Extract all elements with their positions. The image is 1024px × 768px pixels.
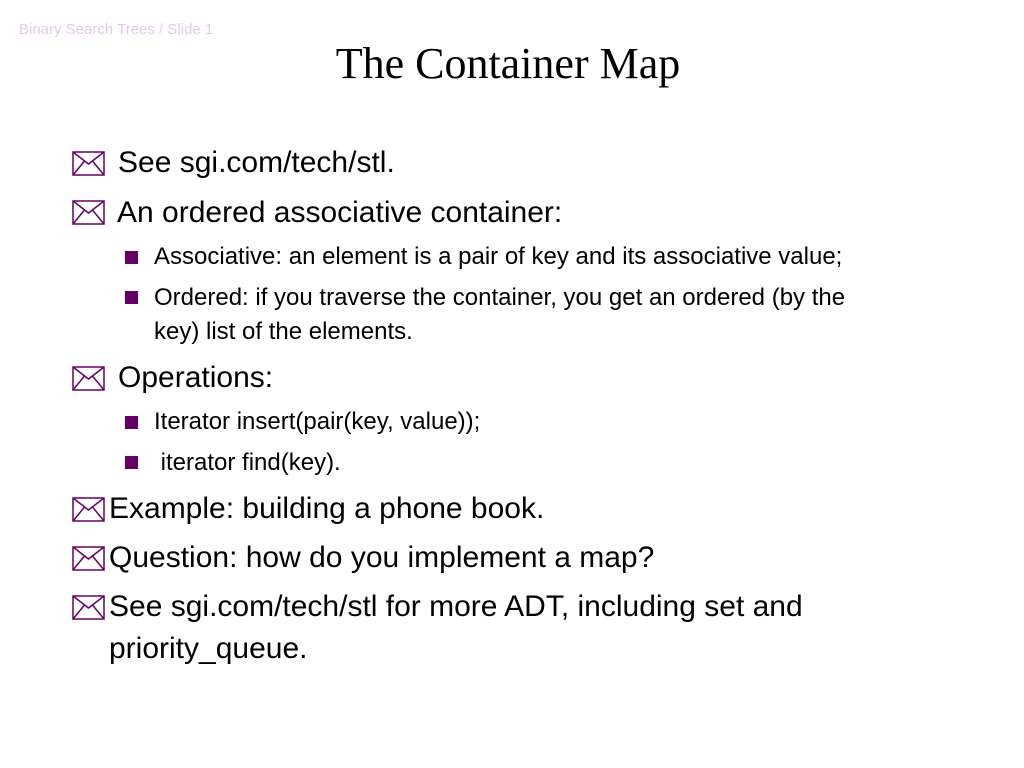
list-item-text: See sgi.com/tech/stl for more ADT, including set and	[109, 590, 803, 623]
list-item-text: Question: how do you implement a map?	[109, 541, 655, 574]
list-item-text-continued: priority_queue.	[109, 632, 308, 665]
square-bullet-icon	[125, 416, 138, 429]
list-item-text: Operations:	[118, 361, 274, 394]
list-item-text: iterator find(key).	[154, 449, 341, 476]
list-item-text: See sgi.com/tech/stl.	[118, 146, 395, 179]
list-item-text: An ordered associative container:	[117, 196, 563, 229]
slide-title: The Container Map	[335, 39, 681, 88]
envelope-icon	[72, 151, 105, 176]
envelope-icon	[72, 497, 105, 522]
envelope-icon	[72, 546, 105, 571]
list-item-text: Ordered: if you traverse the container, you get an ordered (by the	[154, 284, 846, 311]
list-item-text: Associative: an element is a pair of key and its associative value;	[154, 243, 843, 270]
list-item-text: Example: building a phone book.	[109, 492, 545, 525]
envelope-icon	[72, 200, 105, 225]
square-bullet-icon	[125, 456, 138, 469]
square-bullet-icon	[125, 251, 138, 264]
slide-header-note: Binary Search Trees / Slide 1	[19, 21, 214, 38]
list-item-text: Iterator insert(pair(key, value));	[154, 408, 481, 435]
envelope-icon	[72, 366, 105, 391]
list-item-text-continued: key) list of the elements.	[154, 318, 413, 345]
envelope-icon	[72, 595, 105, 620]
square-bullet-icon	[125, 291, 138, 304]
